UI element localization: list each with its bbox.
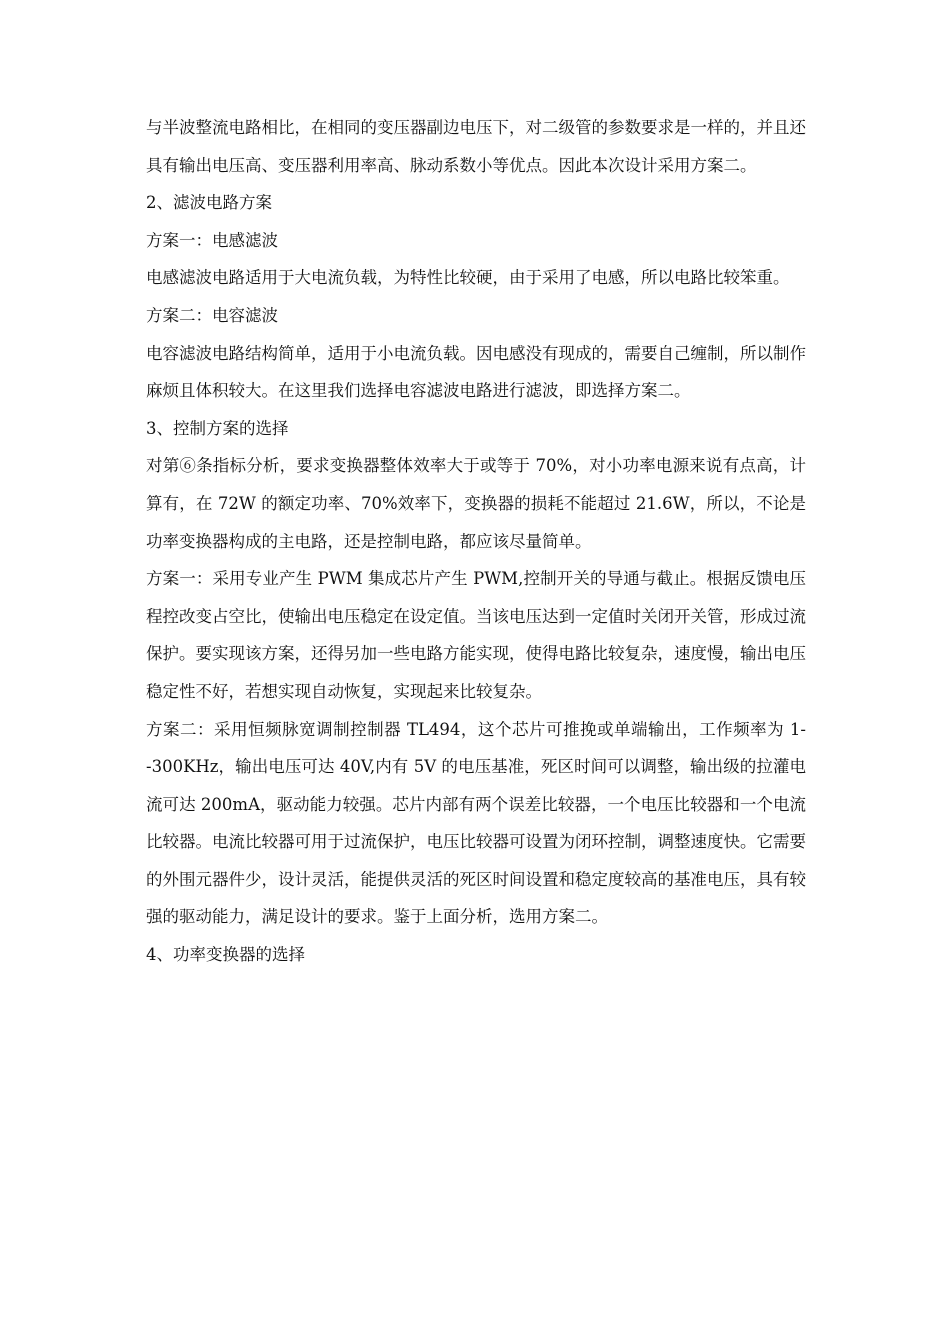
paragraph-control-option-2: 方案二：采用恒频脉宽调制控制器 TL494，这个芯片可推挽或单端输出，工作频率为 1--300KHz，输出电压可达 40V,内有 5V 的电压基准，死区时间可以调整，输出级的拉灌电流可达 200mA，驱动能力较强。芯片内部有两个误差比较器，一个电压比较器和一个电流比较器。电流比较器可用于过流保护，电压比较器可设置为闭环控制，调整速度快。它需要的外围元器件少，设计灵活，能提供灵活的死区时间设置和稳定度较高的基准电压，具有较强的驱动能力，满足设计的要求。鉴于上面分析，选用方案二。 [146,719,806,927]
paragraph-rectifier-conclusion: 与半波整流电路相比，在相同的变压器副边电压下，对二级管的参数要求是一样的，并且还具有输出电压高、变压器利用率高、脉动系数小等优点。因此本次设计采用方案二。 [146,118,806,175]
heading-control-scheme: 3、控制方案的选择 [146,418,289,438]
paragraph-inductor-filter: 电感滤波电路适用于大电流负载，为特性比较硬，由于采用了电感，所以电路比较笨重。 [146,268,790,288]
heading-filter-scheme: 2、滤波电路方案 [146,193,272,213]
paragraph-capacitor-filter: 电容滤波电路结构简单，适用于小电流负载。因电感没有现成的，需要自己缠制，所以制作麻烦且体积较大。在这里我们选择电容滤波电路进行滤波，即选择方案二。 [146,343,806,401]
heading-filter-option-2: 方案二：电容滤波 [146,305,278,325]
heading-power-converter: 4、功率变换器的选择 [146,945,305,965]
heading-filter-option-1: 方案一：电感滤波 [146,230,278,250]
paragraph-control-option-1: 方案一：采用专业产生 PWM 集成芯片产生 PWM,控制开关的导通与截止。根据反馈电压程控改变占空比，使输出电压稳定在设定值。当该电压达到一定值时关闭开关管，形成过流保护。要实现该方案，还得另加一些电路方能实现，使得电路比较复杂，速度慢，输出电压稳定性不好，若想实现自动恢复，实现起来比较复杂。 [146,569,806,701]
document-body [146,109,806,974]
paragraph-efficiency-analysis: 对第⑥条指标分析，要求变换器整体效率大于或等于 70%，对小功率电源来说有点高，计算有，在 72W 的额定功率、70%效率下，变换器的损耗不能超过 21.6W，所以，不论是功率变换器构成的主电路，还是控制电路，都应该尽量简单。 [146,456,806,551]
